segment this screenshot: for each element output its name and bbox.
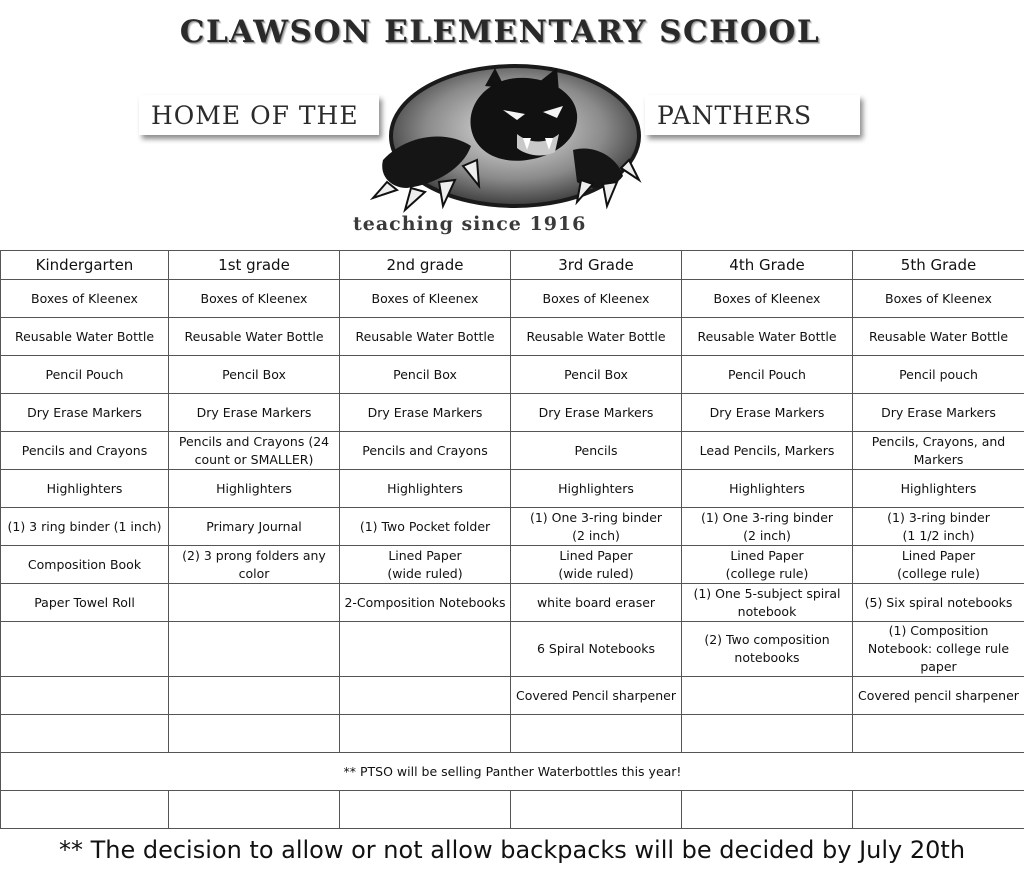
supply-cell (682, 791, 853, 829)
home-of-the-banner: HOME OF THE (139, 95, 379, 135)
supply-cell: Covered pencil sharpener (853, 677, 1024, 715)
table-row (1, 546, 1024, 584)
table-row (1, 318, 1024, 356)
table-row (1, 677, 1024, 715)
supply-cell: Dry Erase Markers (511, 394, 682, 432)
table-row (1, 356, 1024, 394)
supply-cell: Lined Paper (college rule) (682, 546, 853, 584)
supply-cell: Boxes of Kleenex (169, 280, 340, 318)
table-row (1, 470, 1024, 508)
supply-cell: Highlighters (169, 470, 340, 508)
supply-cell: (1) 3 ring binder (1 inch) (1, 508, 169, 546)
grade-header-row (1, 251, 1024, 280)
supply-cell: Pencils (511, 432, 682, 470)
table-row (1, 715, 1024, 753)
grade-header: 1st grade (169, 251, 340, 280)
grade-header: 5th Grade (853, 251, 1024, 280)
supply-cell (1, 622, 169, 677)
supply-cell: 6 Spiral Notebooks (511, 622, 682, 677)
table-row (1, 584, 1024, 622)
supply-cell: Highlighters (682, 470, 853, 508)
table-row (1, 280, 1024, 318)
supply-cell (169, 584, 340, 622)
supply-cell: Pencil pouch (853, 356, 1024, 394)
supply-cell: Dry Erase Markers (853, 394, 1024, 432)
supply-cell: Pencil Box (340, 356, 511, 394)
supply-cell (511, 715, 682, 753)
supply-cell: white board eraser (511, 584, 682, 622)
grade-header: 3rd Grade (511, 251, 682, 280)
supply-cell: (1) Composition Notebook: college rule paper (853, 622, 1024, 677)
supply-cell: Lined Paper (wide ruled) (340, 546, 511, 584)
supply-cell: Reusable Water Bottle (1, 318, 169, 356)
supply-cell: (1) Two Pocket folder (340, 508, 511, 546)
supply-cell: (1) One 3-ring binder (2 inch) (511, 508, 682, 546)
supply-cell: Composition Book (1, 546, 169, 584)
supply-cell (682, 715, 853, 753)
supply-cell: (2) Two composition notebooks (682, 622, 853, 677)
panthers-banner: PANTHERS (645, 95, 860, 135)
supply-cell (682, 677, 853, 715)
supply-cell (511, 791, 682, 829)
supply-cell: (1) One 3-ring binder (2 inch) (682, 508, 853, 546)
supply-cell: Highlighters (853, 470, 1024, 508)
supply-cell: Pencil Pouch (1, 356, 169, 394)
table-row (1, 622, 1024, 677)
grade-header: 2nd grade (340, 251, 511, 280)
supply-cell: Paper Towel Roll (1, 584, 169, 622)
supply-cell: Pencil Box (169, 356, 340, 394)
supply-rows (1, 280, 1024, 829)
supply-cell (853, 791, 1024, 829)
supply-cell (169, 791, 340, 829)
supply-cell: Lead Pencils, Markers (682, 432, 853, 470)
supply-cell (340, 677, 511, 715)
ptso-note-row (1, 753, 1024, 791)
supply-cell: Dry Erase Markers (169, 394, 340, 432)
supply-cell (340, 791, 511, 829)
supply-cell (1, 791, 169, 829)
supply-cell: (5) Six spiral notebooks (853, 584, 1024, 622)
supply-cell: Reusable Water Bottle (169, 318, 340, 356)
supply-cell (340, 715, 511, 753)
supply-cell (169, 677, 340, 715)
supply-cell: Pencils, Crayons, and Markers (853, 432, 1024, 470)
supply-cell: Reusable Water Bottle (853, 318, 1024, 356)
grade-header: Kindergarten (1, 251, 169, 280)
supply-cell: Highlighters (1, 470, 169, 508)
supply-cell: 2-Composition Notebooks (340, 584, 511, 622)
supply-cell: Dry Erase Markers (1, 394, 169, 432)
grade-header: 4th Grade (682, 251, 853, 280)
supply-cell: Boxes of Kleenex (1, 280, 169, 318)
supply-cell: Highlighters (511, 470, 682, 508)
supply-cell: Reusable Water Bottle (511, 318, 682, 356)
supply-cell: Lined Paper (wide ruled) (511, 546, 682, 584)
ptso-note: ** PTSO will be selling Panther Waterbottles this year! (1, 753, 1024, 791)
supply-cell: Reusable Water Bottle (682, 318, 853, 356)
school-name: CLAWSON ELEMENTARY SCHOOL (179, 14, 821, 50)
supply-list-table (0, 250, 1024, 829)
page-header (0, 0, 1024, 250)
supply-cell: (2) 3 prong folders any color (169, 546, 340, 584)
supply-cell: Primary Journal (169, 508, 340, 546)
supply-cell (169, 622, 340, 677)
table-row (1, 791, 1024, 829)
supply-cell: Boxes of Kleenex (853, 280, 1024, 318)
supply-cell: Covered Pencil sharpener (511, 677, 682, 715)
supply-cell: Reusable Water Bottle (340, 318, 511, 356)
supply-cell: Pencil Box (511, 356, 682, 394)
supply-cell: Pencils and Crayons (24 count or SMALLER) (169, 432, 340, 470)
table-row (1, 394, 1024, 432)
supply-cell (340, 622, 511, 677)
supply-cell: Pencil Pouch (682, 356, 853, 394)
supply-cell (1, 677, 169, 715)
supply-cell: Pencils and Crayons (340, 432, 511, 470)
supply-cell: Lined Paper (college rule) (853, 546, 1024, 584)
supply-cell: Boxes of Kleenex (682, 280, 853, 318)
supply-cell: Highlighters (340, 470, 511, 508)
table-row (1, 508, 1024, 546)
supply-cell: Dry Erase Markers (682, 394, 853, 432)
supply-cell: Boxes of Kleenex (511, 280, 682, 318)
backpack-note: ** The decision to allow or not allow backpacks will be decided by July 20th (58, 836, 966, 864)
tagline: teaching since 1916 (353, 213, 587, 235)
supply-cell (1, 715, 169, 753)
supply-cell (169, 715, 340, 753)
supply-cell: Dry Erase Markers (340, 394, 511, 432)
supply-cell: (1) 3-ring binder (1 1/2 inch) (853, 508, 1024, 546)
table-row (1, 432, 1024, 470)
supply-cell: (1) One 5-subject spiral notebook (682, 584, 853, 622)
supply-cell (853, 715, 1024, 753)
panther-mascot-icon (367, 64, 647, 224)
supply-cell: Pencils and Crayons (1, 432, 169, 470)
supply-cell: Boxes of Kleenex (340, 280, 511, 318)
